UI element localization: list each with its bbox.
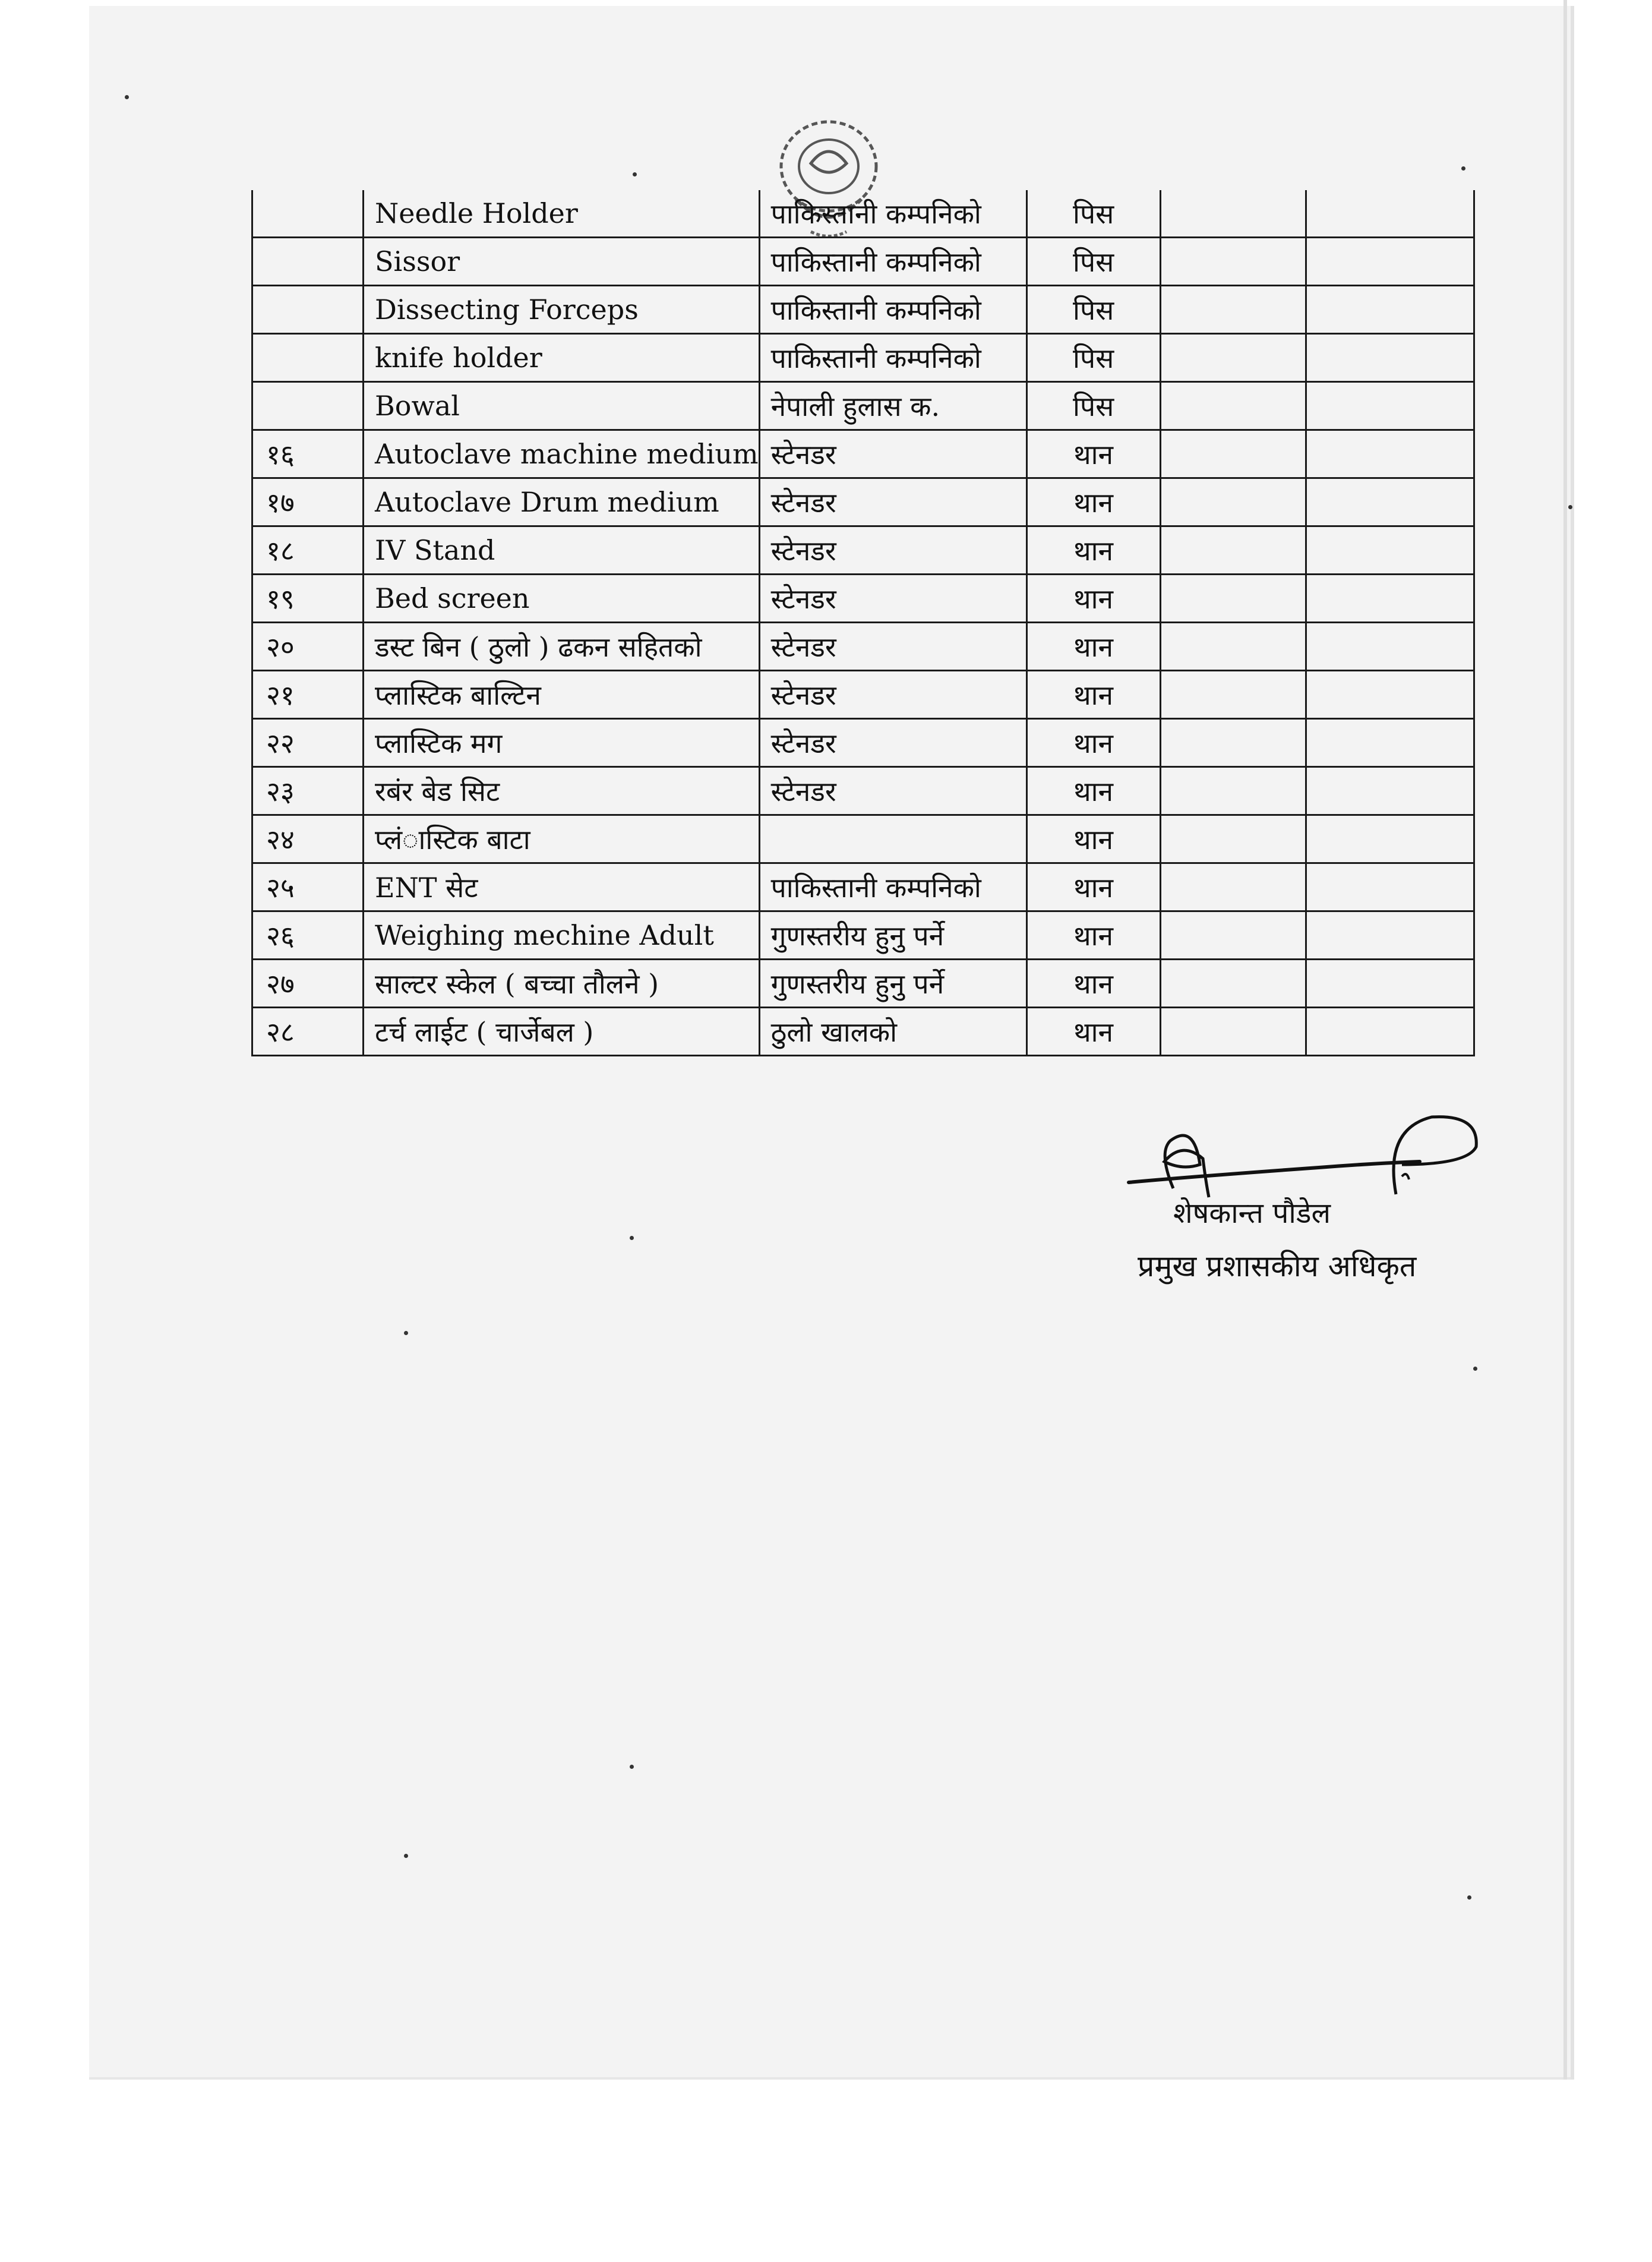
serial-number-cell: २६ bbox=[252, 911, 364, 960]
scan-speck bbox=[1568, 505, 1572, 509]
remarks-cell bbox=[1306, 623, 1474, 671]
signature-scribble bbox=[1123, 1105, 1479, 1206]
quantity-cell bbox=[1160, 1008, 1306, 1056]
unit-cell: थान bbox=[1026, 767, 1160, 815]
table-row bbox=[252, 1008, 1474, 1056]
specification-cell: स्टेनडर bbox=[759, 478, 1026, 526]
serial-number-cell bbox=[252, 382, 364, 430]
quantity-cell bbox=[1160, 815, 1306, 863]
table-row bbox=[252, 767, 1474, 815]
serial-number-cell: २८ bbox=[252, 1008, 364, 1056]
remarks-cell bbox=[1306, 526, 1474, 575]
unit-cell: थान bbox=[1026, 526, 1160, 575]
item-name-cell: Autoclave machine medium bbox=[364, 430, 760, 478]
quantity-cell bbox=[1160, 960, 1306, 1008]
scan-speck bbox=[630, 1236, 634, 1240]
serial-number-cell: २४ bbox=[252, 815, 364, 863]
serial-number-cell: २० bbox=[252, 623, 364, 671]
table-row bbox=[252, 671, 1474, 719]
table-row bbox=[252, 863, 1474, 911]
unit-cell: पिस bbox=[1026, 190, 1160, 238]
specification-cell: गुणस्तरीय हुनु पर्ने bbox=[759, 911, 1026, 960]
unit-cell: थान bbox=[1026, 575, 1160, 623]
serial-number-cell: १६ bbox=[252, 430, 364, 478]
scan-speck bbox=[633, 172, 637, 176]
quantity-cell bbox=[1160, 623, 1306, 671]
serial-number-cell: २१ bbox=[252, 671, 364, 719]
unit-cell: पिस bbox=[1026, 382, 1160, 430]
quantity-cell bbox=[1160, 430, 1306, 478]
serial-number-cell: १८ bbox=[252, 526, 364, 575]
item-name-cell: साल्टर स्केल ( बच्चा तौलने ) bbox=[364, 960, 760, 1008]
quantity-cell bbox=[1160, 382, 1306, 430]
specification-cell: पाकिस्तानी कम्पनिको bbox=[759, 286, 1026, 334]
specification-cell: स्टेनडर bbox=[759, 767, 1026, 815]
scan-speck bbox=[125, 95, 129, 99]
serial-number-cell: १७ bbox=[252, 478, 364, 526]
remarks-cell bbox=[1306, 190, 1474, 238]
table-row bbox=[252, 478, 1474, 526]
specification-cell bbox=[759, 815, 1026, 863]
item-name-cell: Autoclave Drum medium bbox=[364, 478, 760, 526]
specification-cell: गुणस्तरीय हुनु पर्ने bbox=[759, 960, 1026, 1008]
specification-cell: स्टेनडर bbox=[759, 526, 1026, 575]
specification-cell: स्टेनडर bbox=[759, 719, 1026, 767]
scan-speck bbox=[630, 1765, 634, 1769]
quantity-cell bbox=[1160, 863, 1306, 911]
quantity-cell bbox=[1160, 767, 1306, 815]
table-row bbox=[252, 382, 1474, 430]
specification-cell: स्टेनडर bbox=[759, 430, 1026, 478]
signer-title: प्रमुख प्रशासकीय अधिकृत bbox=[1138, 1249, 1417, 1283]
specification-cell: स्टेनडर bbox=[759, 623, 1026, 671]
serial-number-cell bbox=[252, 334, 364, 382]
quantity-cell bbox=[1160, 575, 1306, 623]
serial-number-cell: १९ bbox=[252, 575, 364, 623]
item-name-cell: IV Stand bbox=[364, 526, 760, 575]
unit-cell: थान bbox=[1026, 911, 1160, 960]
serial-number-cell: २३ bbox=[252, 767, 364, 815]
serial-number-cell: २५ bbox=[252, 863, 364, 911]
remarks-cell bbox=[1306, 382, 1474, 430]
quantity-cell bbox=[1160, 671, 1306, 719]
specification-cell: स्टेनडर bbox=[759, 671, 1026, 719]
remarks-cell bbox=[1306, 719, 1474, 767]
item-name-cell: Sissor bbox=[364, 238, 760, 286]
unit-cell: पिस bbox=[1026, 286, 1160, 334]
table-row bbox=[252, 815, 1474, 863]
item-name-cell: डस्ट बिन ( ठुलो ) ढकन सहितको bbox=[364, 623, 760, 671]
unit-cell: थान bbox=[1026, 863, 1160, 911]
unit-cell: पिस bbox=[1026, 238, 1160, 286]
item-name-cell: प्लास्टिक मग bbox=[364, 719, 760, 767]
remarks-cell bbox=[1306, 430, 1474, 478]
remarks-cell bbox=[1306, 238, 1474, 286]
table-row bbox=[252, 430, 1474, 478]
unit-cell: थान bbox=[1026, 719, 1160, 767]
specification-cell: पाकिस्तानी कम्पनिको bbox=[759, 238, 1026, 286]
unit-cell: थान bbox=[1026, 623, 1160, 671]
remarks-cell bbox=[1306, 286, 1474, 334]
item-name-cell: टर्च लाईट ( चार्जेबल ) bbox=[364, 1008, 760, 1056]
quantity-cell bbox=[1160, 190, 1306, 238]
table-row bbox=[252, 960, 1474, 1008]
remarks-cell bbox=[1306, 478, 1474, 526]
remarks-cell bbox=[1306, 863, 1474, 911]
remarks-cell bbox=[1306, 671, 1474, 719]
page-edge bbox=[1563, 0, 1567, 2080]
item-name-cell: Bowal bbox=[364, 382, 760, 430]
specification-cell: पाकिस्तानी कम्पनिको bbox=[759, 334, 1026, 382]
scan-speck bbox=[404, 1331, 408, 1335]
scan-speck bbox=[404, 1854, 408, 1858]
item-name-cell: प्लंास्टिक बाटा bbox=[364, 815, 760, 863]
serial-number-cell: २७ bbox=[252, 960, 364, 1008]
serial-number-cell: २२ bbox=[252, 719, 364, 767]
quantity-cell bbox=[1160, 526, 1306, 575]
scan-speck bbox=[1473, 1367, 1477, 1371]
table-row bbox=[252, 238, 1474, 286]
unit-cell: पिस bbox=[1026, 334, 1160, 382]
remarks-cell bbox=[1306, 767, 1474, 815]
unit-cell: थान bbox=[1026, 430, 1160, 478]
specification-cell: पाकिस्तानी कम्पनिको bbox=[759, 190, 1026, 238]
remarks-cell bbox=[1306, 960, 1474, 1008]
remarks-cell bbox=[1306, 575, 1474, 623]
table-row bbox=[252, 190, 1474, 238]
item-name-cell: Weighing mechine Adult bbox=[364, 911, 760, 960]
serial-number-cell bbox=[252, 238, 364, 286]
item-name-cell: रबंर बेड सिट bbox=[364, 767, 760, 815]
specification-cell: पाकिस्तानी कम्पनिको bbox=[759, 863, 1026, 911]
remarks-cell bbox=[1306, 815, 1474, 863]
unit-cell: थान bbox=[1026, 960, 1160, 1008]
equipment-table bbox=[251, 190, 1475, 1056]
serial-number-cell bbox=[252, 190, 364, 238]
table-body bbox=[252, 190, 1474, 1056]
item-name-cell: प्लास्टिक बाल्टिन bbox=[364, 671, 760, 719]
unit-cell: थान bbox=[1026, 815, 1160, 863]
quantity-cell bbox=[1160, 911, 1306, 960]
remarks-cell bbox=[1306, 334, 1474, 382]
item-name-cell: ENT सेट bbox=[364, 863, 760, 911]
unit-cell: थान bbox=[1026, 478, 1160, 526]
unit-cell: थान bbox=[1026, 1008, 1160, 1056]
table-row bbox=[252, 719, 1474, 767]
unit-cell: थान bbox=[1026, 671, 1160, 719]
signer-name: शेषकान्त पौडेल bbox=[1173, 1197, 1331, 1230]
table-row bbox=[252, 911, 1474, 960]
table-row bbox=[252, 623, 1474, 671]
item-name-cell: Dissecting Forceps bbox=[364, 286, 760, 334]
table-row bbox=[252, 526, 1474, 575]
remarks-cell bbox=[1306, 1008, 1474, 1056]
quantity-cell bbox=[1160, 478, 1306, 526]
scan-speck bbox=[1461, 166, 1465, 171]
quantity-cell bbox=[1160, 238, 1306, 286]
specification-cell: ठुलो खालको bbox=[759, 1008, 1026, 1056]
scan-speck bbox=[1467, 1895, 1471, 1900]
item-name-cell: Bed screen bbox=[364, 575, 760, 623]
item-name-cell: Needle Holder bbox=[364, 190, 760, 238]
remarks-cell bbox=[1306, 911, 1474, 960]
quantity-cell bbox=[1160, 286, 1306, 334]
specification-cell: स्टेनडर bbox=[759, 575, 1026, 623]
table-row bbox=[252, 575, 1474, 623]
quantity-cell bbox=[1160, 334, 1306, 382]
specification-cell: नेपाली हुलास क. bbox=[759, 382, 1026, 430]
table-row bbox=[252, 286, 1474, 334]
serial-number-cell bbox=[252, 286, 364, 334]
item-name-cell: knife holder bbox=[364, 334, 760, 382]
table-row bbox=[252, 334, 1474, 382]
quantity-cell bbox=[1160, 719, 1306, 767]
